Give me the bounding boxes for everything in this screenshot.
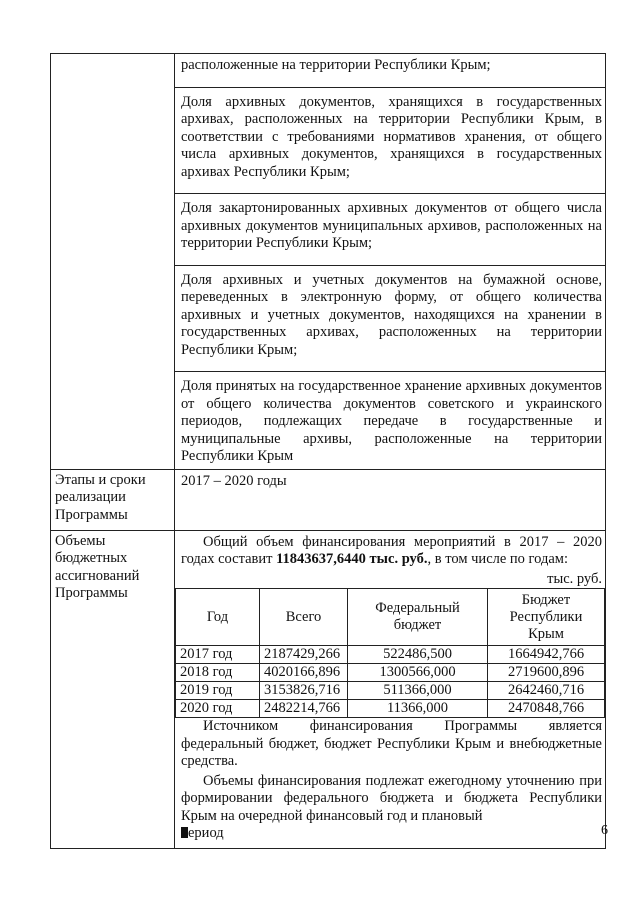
indicators-content-cell [175,54,606,470]
cell-total: 3153826,716 [260,682,348,700]
stages-value: 2017 – 2020 годы [181,472,287,489]
table-row [176,664,605,682]
cell-total: 4020166,896 [260,664,348,682]
indicator-line-continuation: расположенные на территории Республики Крым; [181,57,491,73]
indicator-paragraph-3: Доля архивных и учетных документов на бумажной основе, переведенных в электронную форму, от общего количества архивных и учетных документов, находящихся на хранении в государственных архивах, расположенных на территории Республики Крым; [175,265,605,360]
cell-total: 2187429,266 [260,646,348,664]
cell-total: 2482214,766 [260,700,348,718]
cell-federal: 11366,000 [348,700,488,718]
header-regional: Бюджет Республики Крым [488,589,605,646]
cell-year: 2017 год [176,646,260,664]
stages-label: Этапы и сроки реализации Программы [51,469,175,530]
funding-note-text: Объемы финансирования подлежат ежегодному уточнению при формировании федерального бюджета и бюджета Республики Крым на очередной финансовый год и плановый [181,772,602,824]
redaction-mark [181,827,188,838]
funding-note-last: ериод [188,825,224,841]
table-row [176,646,605,664]
budget-label: Объемы бюджетных ассигнований Программы [51,530,175,848]
indicator-paragraph-4: Доля принятых на государственное хранение архивных документов от общего количества документов советского и украинского периодов, подлежащих передаче в государственные и муниципальные архивы, расположенные на территории Республики Крым [175,371,605,466]
cell-regional: 1664942,766 [488,646,605,664]
indicators-row [51,54,606,470]
header-year: Год [176,589,260,646]
funding-source: Источником финансирования Программы является федеральный бюджет, бюджет Республики Крым и внебюджетные средства. [181,718,602,769]
header-federal: Федеральный бюджет [348,589,488,646]
cell-year: 2018 год [176,664,260,682]
funding-note [175,771,605,845]
budget-content-cell [175,530,606,848]
budget-unit: тыс. руб. [547,570,602,587]
budget-table [175,588,605,718]
cell-regional: 2642460,716 [488,682,605,700]
cell-regional: 2470848,766 [488,700,605,718]
table-row [176,682,605,700]
budget-row [51,530,606,848]
stages-row [51,469,606,530]
cell-year: 2020 год [176,700,260,718]
budget-intro-tail: , в том числе по годам: [427,551,568,567]
table-row [176,700,605,718]
cell-regional: 2719600,896 [488,664,605,682]
stages-value-cell [175,469,606,530]
page-number: 6 [601,823,608,838]
header-total: Всего [260,589,348,646]
budget-total-amount: 11843637,6440 тыс. руб. [276,551,428,567]
cell-year: 2019 год [176,682,260,700]
program-passport-table [50,53,606,849]
budget-table-header [176,589,605,646]
budget-intro-text: Общий объем финансирования мероприятий в 2017 – 2020 годах составит [181,533,602,567]
indicator-paragraph-1: Доля архивных документов, хранящихся в государственных архивах, расположенных на территории Республики Крым, в соответствии с требованиями нормативов хранения, от общего числа архивных документов, хранящихся в государственных архивах Республики Крым; [175,87,605,182]
budget-intro [175,531,605,569]
indicators-label-cell [51,54,175,470]
cell-federal: 522486,500 [348,646,488,664]
cell-federal: 511366,000 [348,682,488,700]
cell-federal: 1300566,000 [348,664,488,682]
indicator-paragraph-2: Доля закартонированных архивных документов от общего числа архивных документов муниципальных архивов, расположенных на территории Республики Крым; [175,193,605,253]
